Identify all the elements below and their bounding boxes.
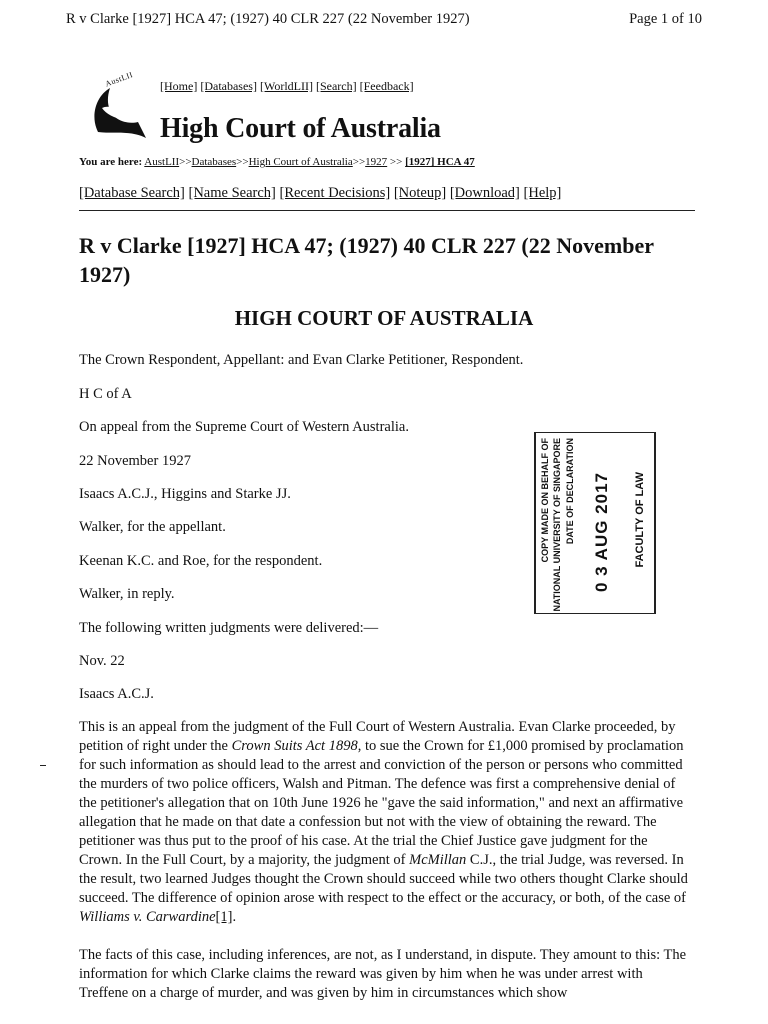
case-citation: Williams v. Carwardine bbox=[79, 909, 216, 925]
appellant-counsel-line: Walker, for the appellant. bbox=[79, 519, 226, 535]
judge-name-line: Isaacs A.C.J. bbox=[79, 686, 154, 702]
logo-text: AustLII bbox=[104, 70, 135, 89]
download-link[interactable]: [Download] bbox=[449, 185, 520, 201]
help-link[interactable]: [Help] bbox=[523, 185, 562, 201]
site-title: High Court of Australia bbox=[160, 113, 441, 144]
breadcrumb-separator: >> bbox=[179, 156, 192, 168]
reply-line: Walker, in reply. bbox=[79, 586, 175, 602]
breadcrumb-separator: >> bbox=[389, 156, 403, 168]
margin-mark bbox=[40, 765, 46, 766]
print-header-title: R v Clarke [1927] HCA 47; (1927) 40 CLR 227 (22 November 1927) bbox=[66, 11, 470, 27]
nav-feedback-link[interactable]: [Feedback] bbox=[359, 79, 414, 93]
header-divider bbox=[79, 210, 695, 211]
footnote-reference-link[interactable]: [1] bbox=[215, 909, 233, 925]
paragraph-text: This is an appeal from the judgment of the Full Court of Western Australia. Evan Clarke proceeded, by petition of right under the bbox=[79, 719, 676, 754]
decision-date-line: 22 November 1927 bbox=[79, 453, 191, 469]
court-heading: HIGH COURT OF AUSTRALIA bbox=[234, 306, 534, 330]
name-search-link[interactable]: [Name Search] bbox=[188, 185, 276, 201]
judges-line: Isaacs A.C.J., Higgins and Starke JJ. bbox=[79, 486, 291, 502]
stamp-line-copy: COPY MADE ON BEHALF OF bbox=[540, 438, 550, 563]
breadcrumb bbox=[79, 156, 475, 168]
copy-declaration-stamp bbox=[534, 432, 652, 612]
nav-worldlii-link[interactable]: [WorldLII] bbox=[259, 79, 313, 93]
breadcrumb-austlii-link[interactable]: AustLII bbox=[144, 156, 180, 168]
top-nav bbox=[160, 79, 414, 94]
nav-home-link[interactable]: [Home] bbox=[160, 79, 198, 93]
nav-databases-link[interactable]: [Databases] bbox=[200, 79, 257, 93]
paragraph-text: C.J., the trial Judge, was reversed. In the result, two learned Judges thought the Crown should succeed while two others thought Clarke should succeed. The difference of opinion arose with respect to the effect or the accuracy, or both, of the case of bbox=[79, 852, 688, 906]
judge-name: McMillan bbox=[409, 852, 467, 868]
judgments-delivered-line: The following written judgments were delivered:— bbox=[79, 620, 379, 636]
breadcrumb-label: You are here: bbox=[79, 156, 143, 168]
breadcrumb-year-link[interactable]: 1927 bbox=[365, 156, 388, 168]
breadcrumb-databases-link[interactable]: Databases bbox=[191, 156, 237, 168]
recent-decisions-link[interactable]: [Recent Decisions] bbox=[279, 185, 391, 201]
hc-of-a-line: H C of A bbox=[79, 386, 132, 402]
breadcrumb-case-link[interactable]: [1927] HCA 47 bbox=[405, 156, 475, 168]
parties-line: The Crown Respondent, Appellant: and Evan Clarke Petitioner, Respondent. bbox=[79, 352, 524, 368]
print-header-page-number: Page 1 of 10 bbox=[629, 11, 702, 27]
judgment-paragraph-1 bbox=[79, 718, 689, 927]
appeal-from-line: On appeal from the Supreme Court of Western Australia. bbox=[79, 419, 409, 435]
stamp-faculty: FACULTY OF LAW bbox=[634, 472, 646, 568]
document-title: R v Clarke [1927] HCA 47; (1927) 40 CLR 227 (22 November 1927) bbox=[79, 233, 654, 287]
database-nav bbox=[79, 185, 561, 202]
act-citation: Crown Suits Act 1898 bbox=[231, 738, 358, 754]
date-marginal-line: Nov. 22 bbox=[79, 653, 125, 669]
breadcrumb-separator: >> bbox=[236, 156, 249, 168]
paragraph-text: , to sue the Crown for £1,000 promised by proclamation for such information as should lead to the arrest and conviction of the person or persons who committed the murders of two police officers, Walsh and Pitman. The defence was first a comprehensive denial of the petitioner's allegation that on 10th June 1926 he "gave the said information," and next an affirmative allegation that he made on that date a confession but not with the view of obtaining the reward. The petitioner was thus put to the proof of his case. At the trial the Chief Justice gave judgment for the Crown. In the Full Court, by a majority, the judgment of bbox=[79, 738, 684, 868]
breadcrumb-court-link[interactable]: High Court of Australia bbox=[248, 156, 353, 168]
judgment-paragraph-2: The facts of this case, including inferences, are not, as I understand, in dispute. They amount to this: The information for which Clarke claims the reward was given by him when he was under arrest with Treffene on a charge of murder, and was given by him in circumstances which show bbox=[79, 947, 687, 1001]
nav-search-link[interactable]: [Search] bbox=[315, 79, 357, 93]
noteup-link[interactable]: [Noteup] bbox=[393, 185, 447, 201]
paragraph-text: . bbox=[232, 909, 237, 925]
austlii-logo-icon[interactable] bbox=[84, 78, 154, 144]
stamp-line-declaration: DATE OF DECLARATION bbox=[565, 438, 575, 545]
respondent-counsel-line: Keenan K.C. and Roe, for the respondent. bbox=[79, 553, 323, 569]
stamp-date: 0 3 AUG 2017 bbox=[592, 472, 611, 593]
stamp-line-university: NATIONAL UNIVERSITY OF SINGAPORE bbox=[552, 438, 562, 612]
breadcrumb-separator: >> bbox=[352, 156, 366, 168]
database-search-link[interactable]: [Database Search] bbox=[79, 185, 185, 201]
